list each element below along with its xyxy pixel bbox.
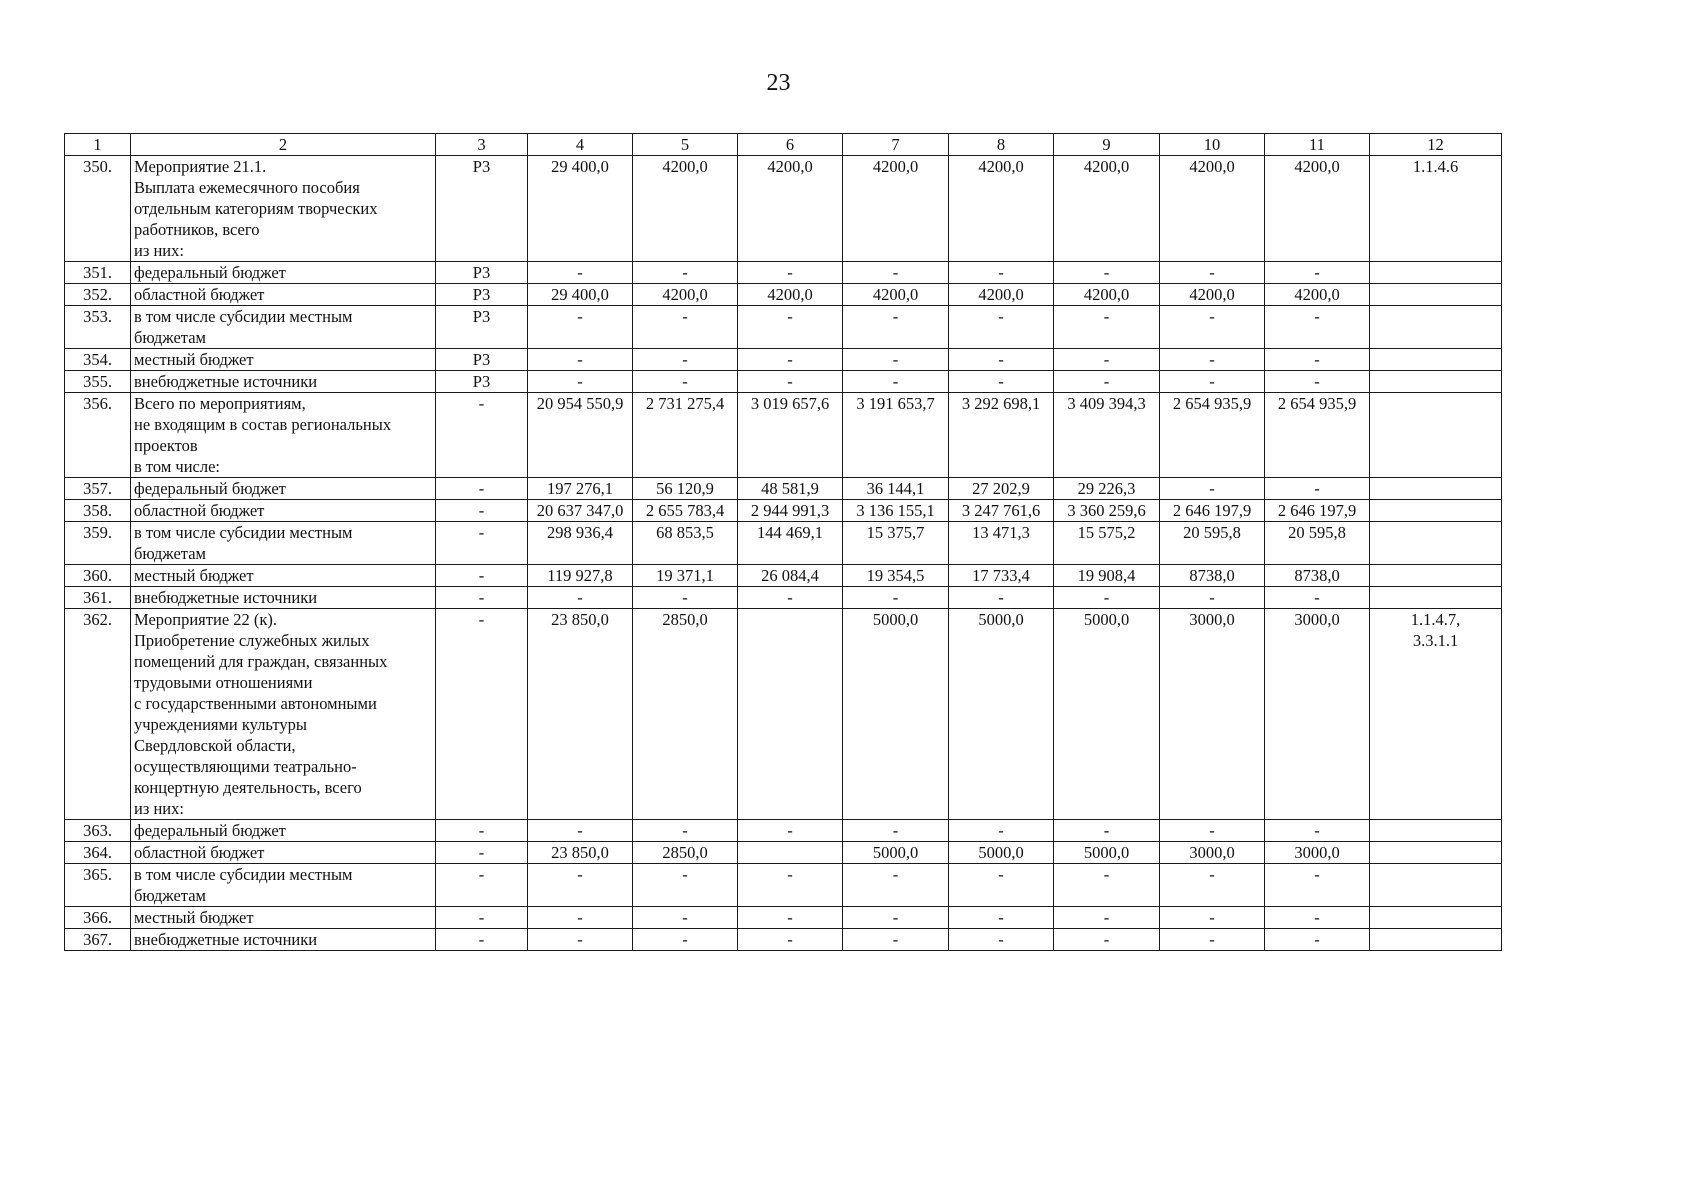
- description-line: внебюджетные источники: [134, 930, 318, 949]
- value-cell: -: [1265, 371, 1370, 393]
- table-row: [65, 864, 1502, 907]
- value-cell: 36 144,1: [843, 478, 949, 500]
- value-cell: -: [1265, 864, 1370, 907]
- description-line: в том числе субсидии местным: [134, 307, 353, 326]
- section-code: -: [436, 609, 528, 820]
- section-code: -: [436, 907, 528, 929]
- value-cell: -: [738, 929, 843, 951]
- value-cell: 23 850,0: [528, 842, 633, 864]
- row-description: [131, 284, 436, 306]
- value-cell: -: [528, 864, 633, 907]
- value-cell: -: [843, 371, 949, 393]
- value-cell: 5000,0: [949, 609, 1054, 820]
- table-row: [65, 907, 1502, 929]
- value-cell: -: [949, 349, 1054, 371]
- value-cell: 8738,0: [1160, 565, 1265, 587]
- value-cell: 4200,0: [738, 156, 843, 262]
- value-cell: -: [633, 306, 738, 349]
- description-line: Свердловской области,: [134, 736, 296, 755]
- value-cell: -: [1265, 587, 1370, 609]
- value-cell: 4200,0: [1160, 156, 1265, 262]
- row-number: 366.: [65, 907, 131, 929]
- page-number: 23: [766, 70, 791, 96]
- description-line: в том числе:: [134, 457, 221, 476]
- value-cell: [738, 609, 843, 820]
- value-cell: 5000,0: [843, 842, 949, 864]
- description-line: в том числе субсидии местным: [134, 865, 353, 884]
- row-number: 357.: [65, 478, 131, 500]
- description-line: Выплата ежемесячного пособия: [134, 178, 360, 197]
- value-cell: 2 654 935,9: [1265, 393, 1370, 478]
- section-code: -: [436, 587, 528, 609]
- value-cell: 4200,0: [843, 284, 949, 306]
- target-indicator: [1370, 371, 1502, 393]
- row-description: [131, 500, 436, 522]
- section-code: -: [436, 929, 528, 951]
- value-cell: -: [1160, 820, 1265, 842]
- section-code: -: [436, 478, 528, 500]
- value-cell: -: [738, 907, 843, 929]
- row-description: [131, 371, 436, 393]
- value-cell: 4200,0: [633, 156, 738, 262]
- value-cell: 4200,0: [843, 156, 949, 262]
- table-row: [65, 349, 1502, 371]
- description-line: из них:: [134, 241, 184, 260]
- header-cell: 5: [633, 134, 738, 156]
- target-indicator: [1370, 478, 1502, 500]
- section-code: -: [436, 864, 528, 907]
- description-line: федеральный бюджет: [134, 263, 286, 282]
- value-cell: -: [738, 306, 843, 349]
- value-cell: 4200,0: [1265, 284, 1370, 306]
- value-cell: 3 292 698,1: [949, 393, 1054, 478]
- table-row: [65, 393, 1502, 478]
- table-row: [65, 156, 1502, 262]
- value-cell: -: [949, 907, 1054, 929]
- row-description: [131, 864, 436, 907]
- target-line: 1.1.4.6: [1412, 157, 1459, 176]
- value-cell: -: [1160, 478, 1265, 500]
- value-cell: -: [843, 587, 949, 609]
- description-line: областной бюджет: [134, 285, 265, 304]
- value-cell: 4200,0: [949, 284, 1054, 306]
- description-line: с государственными автономными: [134, 694, 377, 713]
- header-cell: 11: [1265, 134, 1370, 156]
- description-line: из них:: [134, 799, 184, 818]
- value-cell: -: [528, 929, 633, 951]
- description-line: осуществляющими театрально-: [134, 757, 357, 776]
- target-indicator: [1370, 565, 1502, 587]
- target-indicator: [1370, 842, 1502, 864]
- value-cell: -: [1054, 262, 1160, 284]
- value-cell: -: [843, 820, 949, 842]
- value-cell: 2 944 991,3: [738, 500, 843, 522]
- header-cell: 7: [843, 134, 949, 156]
- target-indicator: [1370, 609, 1502, 820]
- value-cell: 4200,0: [738, 284, 843, 306]
- description-line: проектов: [134, 436, 198, 455]
- section-code: -: [436, 565, 528, 587]
- header-cell: 6: [738, 134, 843, 156]
- value-cell: 5000,0: [949, 842, 1054, 864]
- value-cell: 4200,0: [633, 284, 738, 306]
- row-description: [131, 478, 436, 500]
- value-cell: -: [1265, 349, 1370, 371]
- header-cell: 3: [436, 134, 528, 156]
- value-cell: 23 850,0: [528, 609, 633, 820]
- value-cell: -: [1160, 587, 1265, 609]
- value-cell: 119 927,8: [528, 565, 633, 587]
- column-number-header-row: [65, 134, 1502, 156]
- description-line: отдельным категориям творческих: [134, 199, 378, 218]
- value-cell: -: [633, 929, 738, 951]
- row-description: [131, 907, 436, 929]
- table-row: [65, 284, 1502, 306]
- value-cell: 19 354,5: [843, 565, 949, 587]
- value-cell: 3 409 394,3: [1054, 393, 1160, 478]
- value-cell: -: [949, 820, 1054, 842]
- section-code: Р3: [436, 349, 528, 371]
- header-cell: 10: [1160, 134, 1265, 156]
- value-cell: -: [843, 262, 949, 284]
- row-number: 364.: [65, 842, 131, 864]
- section-code: Р3: [436, 156, 528, 262]
- value-cell: -: [949, 929, 1054, 951]
- value-cell: 3 136 155,1: [843, 500, 949, 522]
- value-cell: 20 595,8: [1265, 522, 1370, 565]
- description-line: областной бюджет: [134, 843, 265, 862]
- target-indicator: [1370, 907, 1502, 929]
- value-cell: -: [1265, 306, 1370, 349]
- row-number: 358.: [65, 500, 131, 522]
- header-cell: 1: [65, 134, 131, 156]
- target-line: 3.3.1.1: [1412, 631, 1459, 650]
- row-number: 360.: [65, 565, 131, 587]
- description-line: учреждениями культуры: [134, 715, 307, 734]
- description-line: федеральный бюджет: [134, 479, 286, 498]
- description-line: Мероприятие 22 (к).: [134, 610, 278, 629]
- row-description: [131, 349, 436, 371]
- description-line: местный бюджет: [134, 566, 254, 585]
- value-cell: -: [738, 820, 843, 842]
- row-number: 359.: [65, 522, 131, 565]
- header-cell: 4: [528, 134, 633, 156]
- description-line: внебюджетные источники: [134, 372, 318, 391]
- value-cell: 3 360 259,6: [1054, 500, 1160, 522]
- value-cell: -: [1054, 929, 1160, 951]
- description-line: не входящим в состав региональных: [134, 415, 392, 434]
- value-cell: 4200,0: [949, 156, 1054, 262]
- value-cell: -: [738, 587, 843, 609]
- section-code: Р3: [436, 262, 528, 284]
- value-cell: -: [1054, 306, 1160, 349]
- row-number: 362.: [65, 609, 131, 820]
- target-indicator: [1370, 284, 1502, 306]
- value-cell: 5000,0: [1054, 609, 1160, 820]
- target-indicator: [1370, 156, 1502, 262]
- row-number: 353.: [65, 306, 131, 349]
- value-cell: 298 936,4: [528, 522, 633, 565]
- target-indicator: [1370, 262, 1502, 284]
- value-cell: 20 954 550,9: [528, 393, 633, 478]
- table-row: [65, 522, 1502, 565]
- header-cell: 2: [131, 134, 436, 156]
- target-indicator: [1370, 864, 1502, 907]
- row-number: 365.: [65, 864, 131, 907]
- value-cell: 2 646 197,9: [1265, 500, 1370, 522]
- row-number: 367.: [65, 929, 131, 951]
- value-cell: 48 581,9: [738, 478, 843, 500]
- value-cell: 4200,0: [1054, 284, 1160, 306]
- value-cell: 27 202,9: [949, 478, 1054, 500]
- value-cell: 26 084,4: [738, 565, 843, 587]
- row-number: 352.: [65, 284, 131, 306]
- value-cell: -: [1160, 262, 1265, 284]
- section-code: -: [436, 393, 528, 478]
- row-number: 354.: [65, 349, 131, 371]
- value-cell: 3000,0: [1265, 609, 1370, 820]
- table-row: [65, 820, 1502, 842]
- value-cell: 19 908,4: [1054, 565, 1160, 587]
- row-number: 361.: [65, 587, 131, 609]
- value-cell: -: [1054, 820, 1160, 842]
- description-line: бюджетам: [134, 886, 206, 905]
- row-description: [131, 587, 436, 609]
- value-cell: -: [1265, 262, 1370, 284]
- row-number: 355.: [65, 371, 131, 393]
- value-cell: -: [633, 587, 738, 609]
- target-line: 1.1.4.7,: [1410, 610, 1461, 629]
- table-row: [65, 587, 1502, 609]
- description-line: Приобретение служебных жилых: [134, 631, 370, 650]
- value-cell: 29 226,3: [1054, 478, 1160, 500]
- table-row: [65, 842, 1502, 864]
- value-cell: 15 575,2: [1054, 522, 1160, 565]
- value-cell: -: [1054, 349, 1160, 371]
- value-cell: 8738,0: [1265, 565, 1370, 587]
- value-cell: -: [738, 371, 843, 393]
- value-cell: -: [843, 349, 949, 371]
- value-cell: 2 655 783,4: [633, 500, 738, 522]
- description-line: в том числе субсидии местным: [134, 523, 353, 542]
- value-cell: -: [1265, 478, 1370, 500]
- value-cell: -: [843, 306, 949, 349]
- value-cell: -: [528, 907, 633, 929]
- section-code: Р3: [436, 284, 528, 306]
- table-body: [65, 156, 1502, 951]
- row-description: [131, 609, 436, 820]
- value-cell: -: [738, 349, 843, 371]
- value-cell: 15 375,7: [843, 522, 949, 565]
- target-indicator: [1370, 820, 1502, 842]
- value-cell: -: [1160, 349, 1265, 371]
- target-indicator: [1370, 587, 1502, 609]
- row-number: 351.: [65, 262, 131, 284]
- description-line: трудовыми отношениями: [134, 673, 313, 692]
- value-cell: 29 400,0: [528, 156, 633, 262]
- value-cell: 20 595,8: [1160, 522, 1265, 565]
- value-cell: 197 276,1: [528, 478, 633, 500]
- value-cell: -: [528, 820, 633, 842]
- description-line: бюджетам: [134, 328, 206, 347]
- row-description: [131, 393, 436, 478]
- value-cell: -: [949, 262, 1054, 284]
- section-code: -: [436, 820, 528, 842]
- value-cell: -: [1265, 820, 1370, 842]
- value-cell: 3 247 761,6: [949, 500, 1054, 522]
- value-cell: -: [1054, 907, 1160, 929]
- section-code: Р3: [436, 371, 528, 393]
- section-code: -: [436, 842, 528, 864]
- value-cell: -: [1160, 371, 1265, 393]
- value-cell: 3 191 653,7: [843, 393, 949, 478]
- value-cell: 4200,0: [1265, 156, 1370, 262]
- description-line: местный бюджет: [134, 350, 254, 369]
- value-cell: -: [738, 864, 843, 907]
- target-indicator: [1370, 929, 1502, 951]
- row-description: [131, 565, 436, 587]
- header-cell: 9: [1054, 134, 1160, 156]
- value-cell: -: [633, 864, 738, 907]
- value-cell: -: [738, 262, 843, 284]
- value-cell: 4200,0: [1054, 156, 1160, 262]
- description-line: Всего по мероприятиям,: [134, 394, 306, 413]
- value-cell: -: [633, 820, 738, 842]
- value-cell: 29 400,0: [528, 284, 633, 306]
- description-line: концертную деятельность, всего: [134, 778, 362, 797]
- section-code: Р3: [436, 306, 528, 349]
- value-cell: -: [1265, 929, 1370, 951]
- value-cell: 3000,0: [1160, 609, 1265, 820]
- value-cell: -: [843, 864, 949, 907]
- target-indicator: [1370, 306, 1502, 349]
- row-description: [131, 929, 436, 951]
- value-cell: 144 469,1: [738, 522, 843, 565]
- row-description: [131, 262, 436, 284]
- table-row: [65, 262, 1502, 284]
- value-cell: -: [949, 864, 1054, 907]
- target-indicator: [1370, 393, 1502, 478]
- value-cell: -: [1160, 864, 1265, 907]
- value-cell: -: [1054, 371, 1160, 393]
- value-cell: 2850,0: [633, 609, 738, 820]
- value-cell: -: [633, 349, 738, 371]
- row-number: 350.: [65, 156, 131, 262]
- section-code: -: [436, 522, 528, 565]
- row-description: [131, 842, 436, 864]
- value-cell: 5000,0: [1054, 842, 1160, 864]
- value-cell: 20 637 347,0: [528, 500, 633, 522]
- value-cell: -: [949, 371, 1054, 393]
- row-description: [131, 156, 436, 262]
- value-cell: -: [949, 587, 1054, 609]
- value-cell: -: [843, 929, 949, 951]
- header-cell: 8: [949, 134, 1054, 156]
- table-row: [65, 929, 1502, 951]
- header-cell: 12: [1370, 134, 1502, 156]
- value-cell: 13 471,3: [949, 522, 1054, 565]
- value-cell: -: [633, 371, 738, 393]
- description-line: федеральный бюджет: [134, 821, 286, 840]
- value-cell: -: [1160, 929, 1265, 951]
- description-line: внебюджетные источники: [134, 588, 318, 607]
- value-cell: 19 371,1: [633, 565, 738, 587]
- value-cell: -: [633, 907, 738, 929]
- description-line: бюджетам: [134, 544, 206, 563]
- row-number: 363.: [65, 820, 131, 842]
- value-cell: 2850,0: [633, 842, 738, 864]
- target-indicator: [1370, 349, 1502, 371]
- value-cell: -: [1160, 306, 1265, 349]
- value-cell: [738, 842, 843, 864]
- value-cell: -: [528, 371, 633, 393]
- table-row: [65, 306, 1502, 349]
- section-code: -: [436, 500, 528, 522]
- value-cell: -: [528, 587, 633, 609]
- table-row: [65, 478, 1502, 500]
- value-cell: -: [1054, 864, 1160, 907]
- row-number: 356.: [65, 393, 131, 478]
- value-cell: -: [528, 262, 633, 284]
- value-cell: 3000,0: [1160, 842, 1265, 864]
- value-cell: -: [949, 306, 1054, 349]
- value-cell: 2 731 275,4: [633, 393, 738, 478]
- value-cell: 56 120,9: [633, 478, 738, 500]
- budget-table: [64, 133, 1502, 951]
- value-cell: 68 853,5: [633, 522, 738, 565]
- value-cell: -: [528, 349, 633, 371]
- table-row: [65, 500, 1502, 522]
- row-description: [131, 306, 436, 349]
- value-cell: -: [1160, 907, 1265, 929]
- description-line: помещений для граждан, связанных: [134, 652, 388, 671]
- value-cell: -: [528, 306, 633, 349]
- table-row: [65, 565, 1502, 587]
- value-cell: -: [633, 262, 738, 284]
- value-cell: -: [1054, 587, 1160, 609]
- target-indicator: [1370, 500, 1502, 522]
- description-line: областной бюджет: [134, 501, 265, 520]
- value-cell: -: [843, 907, 949, 929]
- description-line: работников, всего: [134, 220, 260, 239]
- table-row: [65, 609, 1502, 820]
- value-cell: 2 654 935,9: [1160, 393, 1265, 478]
- value-cell: 4200,0: [1160, 284, 1265, 306]
- value-cell: 3 019 657,6: [738, 393, 843, 478]
- description-line: местный бюджет: [134, 908, 254, 927]
- value-cell: 2 646 197,9: [1160, 500, 1265, 522]
- value-cell: 5000,0: [843, 609, 949, 820]
- row-description: [131, 820, 436, 842]
- value-cell: 3000,0: [1265, 842, 1370, 864]
- row-description: [131, 522, 436, 565]
- value-cell: -: [1265, 907, 1370, 929]
- target-indicator: [1370, 522, 1502, 565]
- value-cell: 17 733,4: [949, 565, 1054, 587]
- description-line: Мероприятие 21.1.: [134, 157, 267, 176]
- table-row: [65, 371, 1502, 393]
